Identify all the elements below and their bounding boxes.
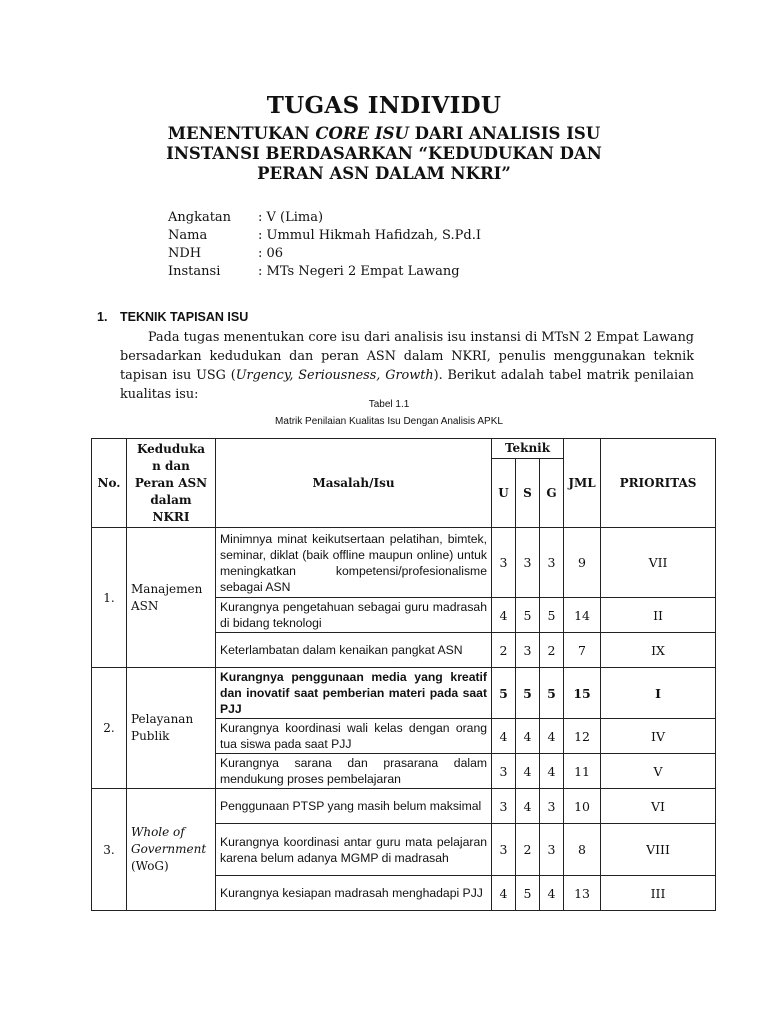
- header-kedudukan: Keduduka n dan Peran ASN dalam NKRI: [127, 439, 216, 528]
- score-g: 4: [540, 754, 564, 789]
- meta-value: : 06: [258, 246, 284, 261]
- score-g: 3: [540, 824, 564, 876]
- priority-cell: VI: [601, 789, 716, 824]
- score-s: 5: [516, 876, 540, 911]
- score-s: 4: [516, 719, 540, 754]
- score-s: 5: [516, 598, 540, 633]
- priority-cell: II: [601, 598, 716, 633]
- subtitle-line1-post: DARI ANALISIS ISU: [408, 124, 601, 143]
- paragraph-part-1: Pada tugas menentukan core isu dari analisis isu instansi di MTsN 2 Empat Lawang bersadarkan kedudukan dan peran ASN dalam NKRI, penulis menggunakan teknik tapisan isu USG (: [120, 330, 694, 383]
- score-jml: 11: [564, 754, 601, 789]
- meta-row-instansi: [168, 263, 481, 281]
- score-u: 3: [492, 824, 516, 876]
- header-prioritas: PRIORITAS: [601, 439, 716, 528]
- issue-cell: Minimnya minat keikutsertaan pelatihan, bimtek, seminar, diklat (baik offline maupun online) untuk meningkatkan kompetensi/profesionalisme sebagai ASN: [216, 528, 492, 598]
- issue-cell: Kurangnya sarana dan prasarana dalam mendukung proses pembelajaran: [216, 754, 492, 789]
- score-g: 3: [540, 528, 564, 598]
- score-s: 4: [516, 754, 540, 789]
- header-row-1: [92, 439, 716, 459]
- issue-cell: Penggunaan PTSP yang masih belum maksimal: [216, 789, 492, 824]
- score-s: 3: [516, 633, 540, 668]
- subtitle-line-1: [0, 124, 768, 144]
- paragraph-text: [120, 328, 694, 404]
- document-subtitle: [0, 124, 768, 184]
- score-jml: 8: [564, 824, 601, 876]
- score-g: 4: [540, 876, 564, 911]
- kedudukan-wog-abbr: (WoG): [131, 859, 169, 873]
- document-title: TUGAS INDIVIDU: [266, 92, 502, 119]
- priority-cell: III: [601, 876, 716, 911]
- meta-row-nama: [168, 227, 481, 245]
- score-s: 3: [516, 528, 540, 598]
- meta-key: NDH: [168, 246, 202, 261]
- table-row: [92, 668, 716, 719]
- score-g: 5: [540, 598, 564, 633]
- meta-value: : Ummul Hikmah Hafidzah, S.Pd.I: [258, 228, 481, 243]
- score-u: 3: [492, 789, 516, 824]
- identity-block: [168, 209, 481, 281]
- table-row: [92, 528, 716, 598]
- meta-key: Instansi: [168, 264, 221, 279]
- issue-cell: Kurangnya kesiapan madrasah menghadapi PJJ: [216, 876, 492, 911]
- meta-row-angkatan: [168, 209, 481, 227]
- group-kedudukan: [127, 789, 216, 911]
- group-number: 3.: [92, 789, 127, 911]
- section-number: 1.: [97, 310, 108, 324]
- score-s: 4: [516, 789, 540, 824]
- header-masalah: Masalah/Isu: [216, 439, 492, 528]
- paragraph-part-2: ). Berikut adalah tabel matrik penilaian kualitas isu:: [120, 368, 694, 402]
- priority-cell: IV: [601, 719, 716, 754]
- table-caption: Tabel 1.1: [368, 399, 410, 410]
- header-g: G: [540, 459, 564, 528]
- score-u: 4: [492, 598, 516, 633]
- priority-cell: VIII: [601, 824, 716, 876]
- group-number: 2.: [92, 668, 127, 789]
- score-u: 4: [492, 876, 516, 911]
- score-s: 2: [516, 824, 540, 876]
- priority-cell: IX: [601, 633, 716, 668]
- meta-key: Nama: [168, 228, 208, 243]
- subtitle-line1-pre: MENENTUKAN: [167, 124, 316, 143]
- meta-key: Angkatan: [168, 210, 232, 225]
- score-u: 2: [492, 633, 516, 668]
- score-jml: 12: [564, 719, 601, 754]
- issue-cell: Keterlambatan dalam kenaikan pangkat ASN: [216, 633, 492, 668]
- issue-cell: Kurangnya pengetahuan sebagai guru madrasah di bidang teknologi: [216, 598, 492, 633]
- subtitle-line-2: INSTANSI BERDASARKAN “KEDUDUKAN DAN: [166, 144, 602, 163]
- issue-cell: Kurangnya penggunaan media yang kreatif dan inovatif saat pemberian materi pada saat PJJ: [216, 668, 492, 719]
- section-heading: [97, 310, 248, 324]
- score-jml: 14: [564, 598, 601, 633]
- score-u: 4: [492, 719, 516, 754]
- priority-cell: I: [601, 668, 716, 719]
- meta-value: : MTs Negeri 2 Empat Lawang: [258, 264, 460, 279]
- score-g: 2: [540, 633, 564, 668]
- header-s: S: [516, 459, 540, 528]
- score-g: 5: [540, 668, 564, 719]
- score-jml: 15: [564, 668, 601, 719]
- score-g: 4: [540, 719, 564, 754]
- score-u: 5: [492, 668, 516, 719]
- subtitle-core-isu: CORE ISU: [315, 124, 409, 143]
- score-g: 3: [540, 789, 564, 824]
- score-u: 3: [492, 528, 516, 598]
- issue-cell: Kurangnya koordinasi wali kelas dengan orang tua siswa pada saat PJJ: [216, 719, 492, 754]
- table-subcaption: Matrik Penilaian Kualitas Isu Dengan Analisis APKL: [275, 416, 503, 427]
- subtitle-line-3: PERAN ASN DALAM NKRI”: [257, 164, 511, 183]
- paragraph-usg-terms: Urgency, Seriousness, Growth: [235, 368, 434, 383]
- score-jml: 10: [564, 789, 601, 824]
- header-u: U: [492, 459, 516, 528]
- meta-value: : V (Lima): [258, 210, 324, 225]
- group-kedudukan: Manajemen ASN: [127, 528, 216, 668]
- header-no: No.: [92, 439, 127, 528]
- group-kedudukan: Pelayanan Publik: [127, 668, 216, 789]
- score-jml: 13: [564, 876, 601, 911]
- kedudukan-wog-term: Whole of Government: [131, 825, 207, 856]
- section-title: TEKNIK TAPISAN ISU: [120, 310, 249, 324]
- group-number: 1.: [92, 528, 127, 668]
- score-jml: 7: [564, 633, 601, 668]
- priority-cell: V: [601, 754, 716, 789]
- header-teknik: Teknik: [492, 439, 564, 459]
- header-jml: JML: [564, 439, 601, 528]
- usg-matrix-table: [91, 438, 716, 911]
- table-row: [92, 789, 716, 824]
- priority-cell: VII: [601, 528, 716, 598]
- meta-row-ndh: [168, 245, 481, 263]
- issue-cell: Kurangnya koordinasi antar guru mata pelajaran karena belum adanya MGMP di madrasah: [216, 824, 492, 876]
- score-jml: 9: [564, 528, 601, 598]
- section-paragraph: [120, 328, 694, 404]
- score-s: 5: [516, 668, 540, 719]
- score-u: 3: [492, 754, 516, 789]
